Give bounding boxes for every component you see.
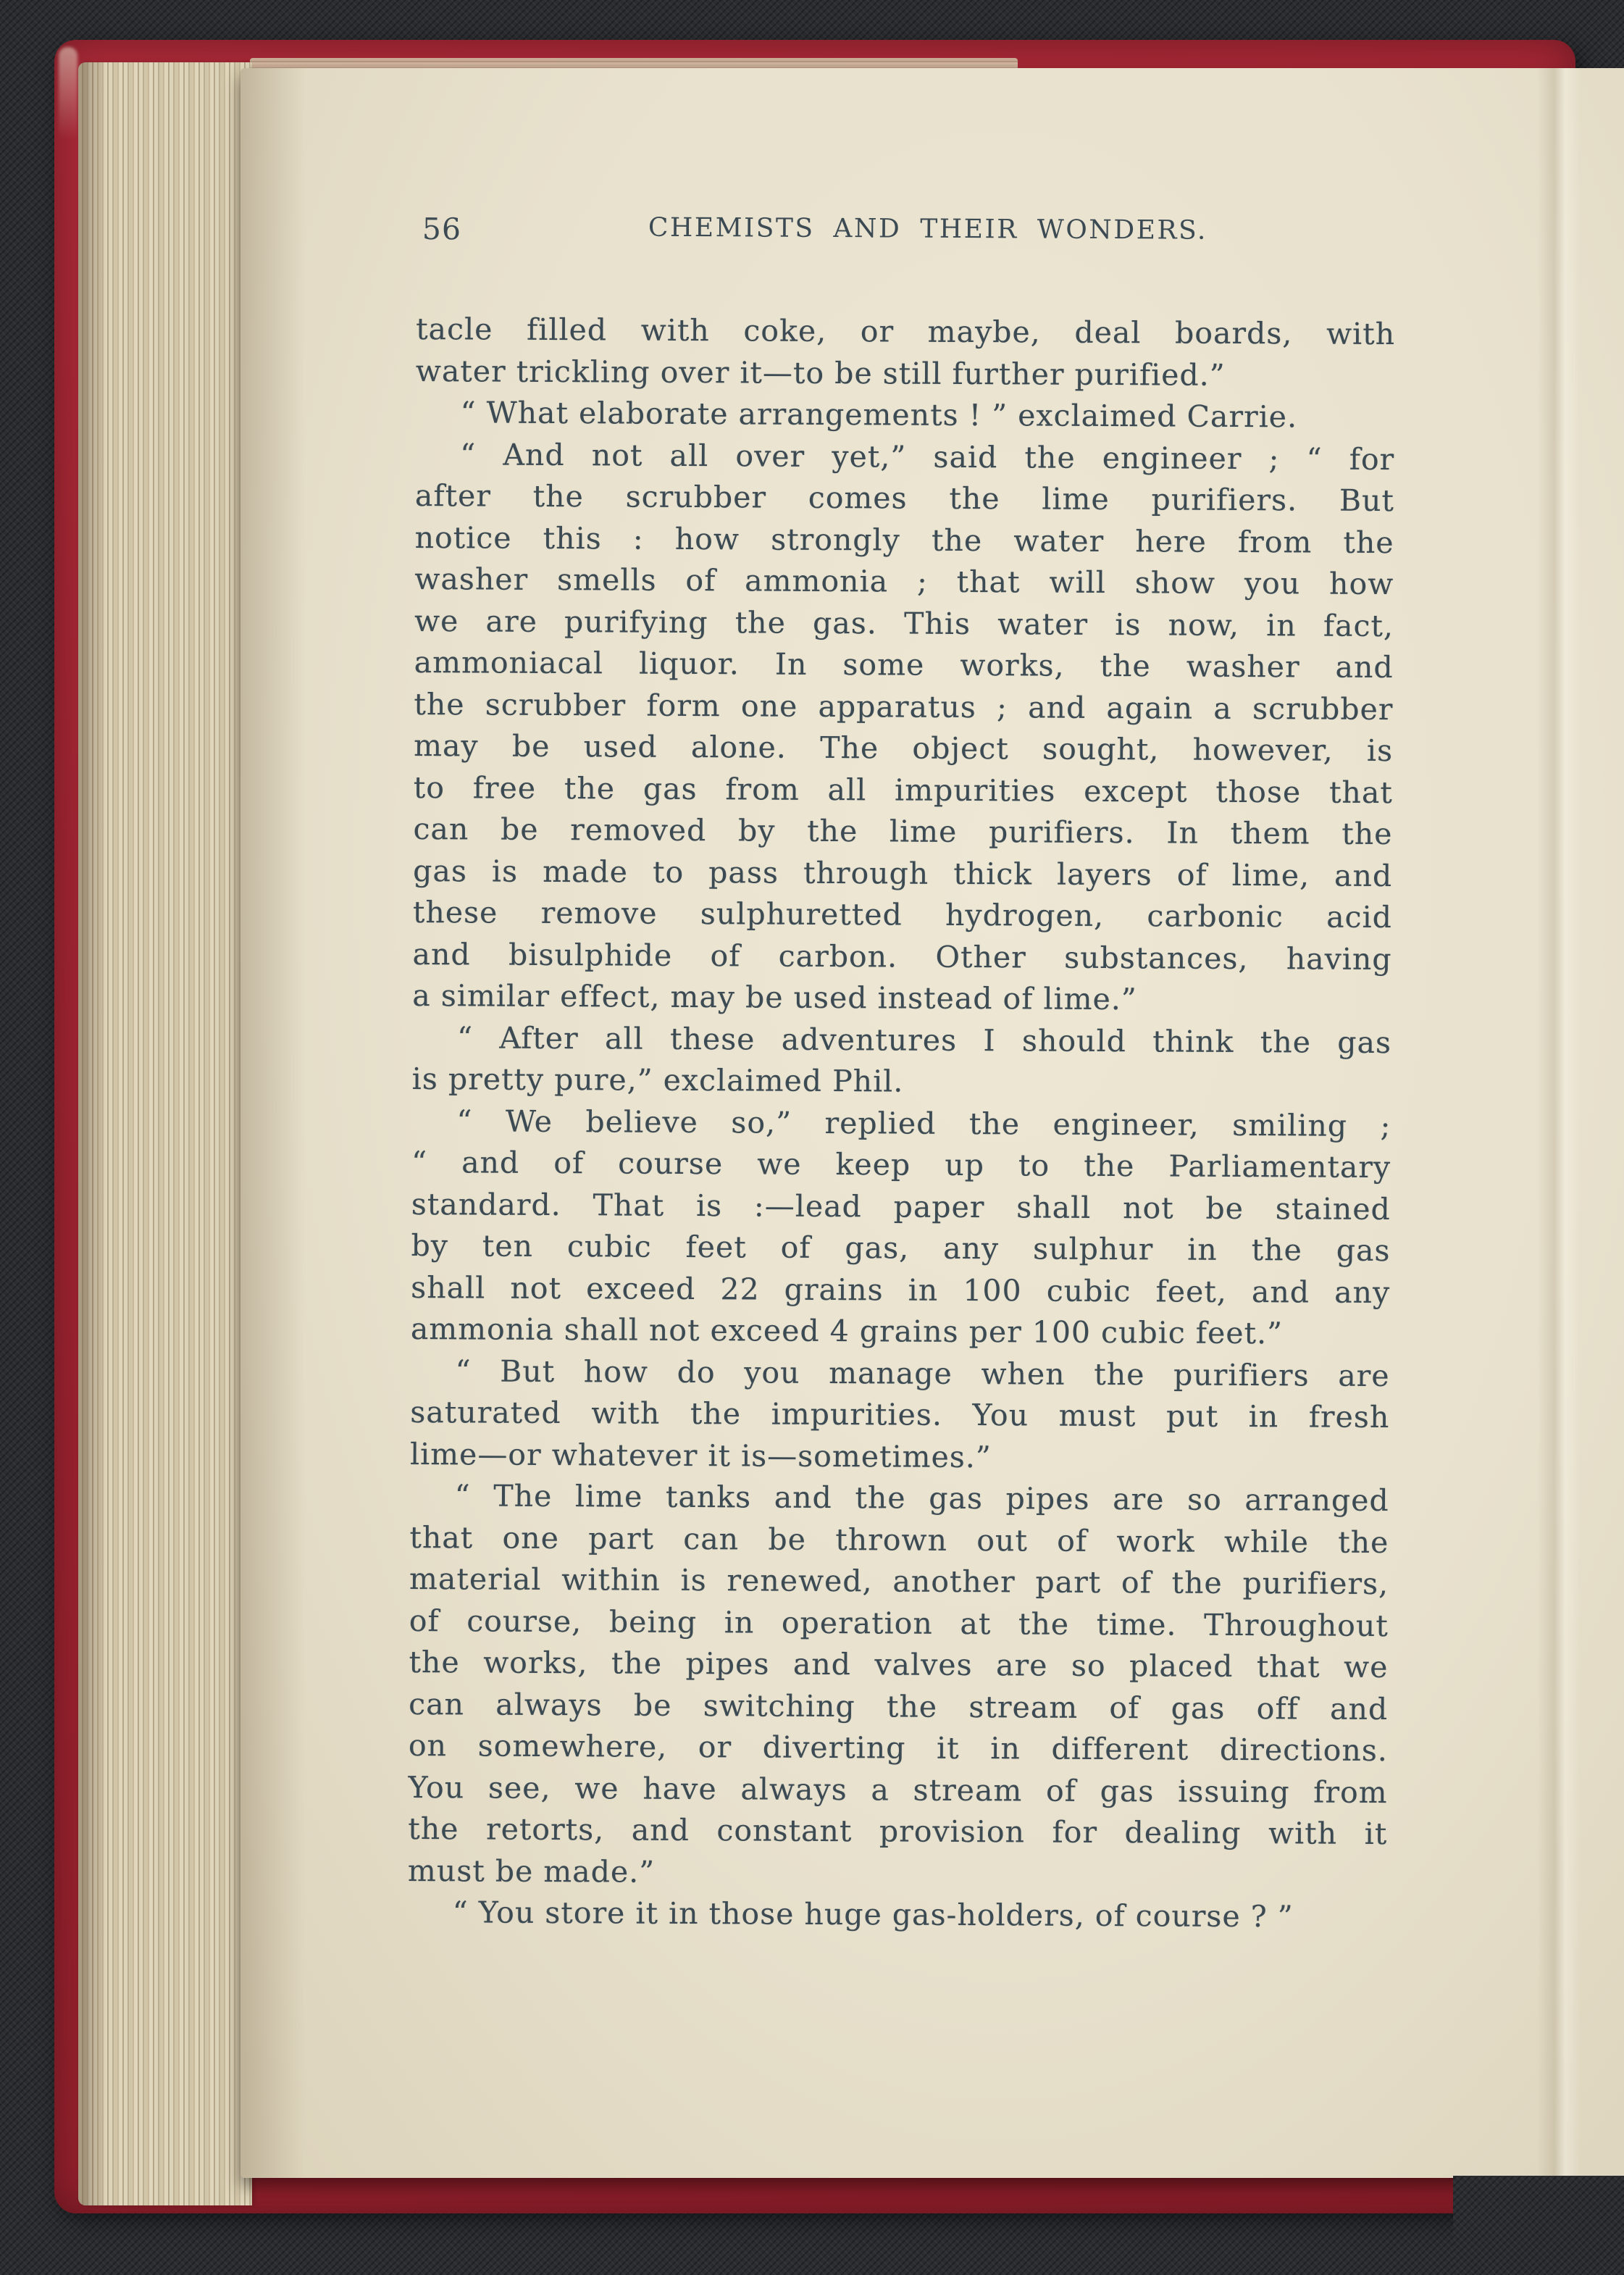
- text-line: these remove sulphuretted hydrogen, carbonic acid: [412, 894, 1393, 935]
- text-line: “ and of course we keep up to the Parliamentary: [411, 1144, 1391, 1185]
- text-line: “ You store it in those huge gas-holders, of course ? ”: [452, 1895, 1294, 1934]
- text-line: gas is made to pass through thick layers of lime, and: [413, 853, 1393, 893]
- text-line: notice this : how strongly the water here from the: [414, 519, 1394, 560]
- text-line: lime—or whatever it is—sometimes.”: [409, 1436, 992, 1474]
- page-text: [408, 309, 1396, 1939]
- text-line: may be used alone. The object sought, however, is: [414, 727, 1394, 769]
- text-line: “ The lime tanks and the gas pipes are so arranged: [454, 1478, 1389, 1519]
- page-content: [408, 212, 1396, 1939]
- background-corner: [1453, 2176, 1624, 2275]
- page-edges: [78, 62, 252, 2205]
- text-line: the retorts, and constant provision for dealing with it: [408, 1811, 1388, 1852]
- text-line: a similar effect, may be used instead of lime.”: [412, 977, 1137, 1017]
- text-line: tacle filled with coke, or maybe, deal boards, with: [416, 311, 1396, 352]
- text-line: the works, the pipes and valves are so placed that we: [409, 1644, 1389, 1685]
- running-title: CHEMISTS AND THEIR WONDERS.: [648, 212, 1207, 246]
- text-line: water trickling over it—to be still further purified.”: [415, 353, 1226, 393]
- text-line: ammonia shall not exceed 4 grains per 100 cubic feet.”: [410, 1311, 1284, 1351]
- text-line: “ What elaborate arrangements ! ” exclaimed Carrie.: [460, 395, 1298, 435]
- cover-wear-mark: [59, 47, 78, 163]
- spine-shadow: [240, 68, 306, 2178]
- text-line: that one part can be thrown out of work while the: [409, 1519, 1389, 1560]
- page-number: 56: [422, 212, 462, 247]
- page-crease: [1537, 68, 1581, 2178]
- text-line: we are purifying the gas. This water is now, in fact,: [414, 603, 1394, 643]
- text-line: after the scrubber comes the lime purifiers. But: [414, 477, 1395, 519]
- text-line: to free the gas from all impurities except those that: [413, 769, 1393, 810]
- text-line: is pretty pure,” exclaimed Phil.: [411, 1061, 904, 1099]
- text-line: “ We believe so,” replied the engineer, smiling ;: [456, 1103, 1391, 1143]
- text-line: must be made.”: [407, 1853, 656, 1890]
- text-line: washer smells of ammonia ; that will show you how: [414, 561, 1394, 602]
- text-line: ammoniacal liquor. In some works, the washer and: [414, 644, 1394, 685]
- text-line: “ But how do you manage when the purifiers are: [455, 1353, 1390, 1393]
- text-line: by ten cubic feet of gas, any sulphur in the gas: [411, 1227, 1391, 1269]
- text-line: “ And not all over yet,” said the engineer ; “ for: [460, 436, 1395, 477]
- text-line: saturated with the impurities. You must put in fresh: [410, 1394, 1390, 1435]
- text-line: and bisulphide of carbon. Other substances, having: [412, 936, 1392, 977]
- text-line: of course, being in operation at the time. Throughout: [409, 1603, 1389, 1643]
- text-line: “ After all these adventures I should think the gas: [456, 1019, 1392, 1060]
- text-line: can always be switching the stream of gas off and: [409, 1686, 1389, 1727]
- text-line: shall not exceed 22 grains in 100 cubic feet, and any: [411, 1269, 1391, 1310]
- text-line: the scrubber form one apparatus ; and again a scrubber: [414, 686, 1394, 727]
- text-line: material within is renewed, another part of the purifiers,: [409, 1561, 1389, 1602]
- text-line: standard. That is :—lead paper shall not be stained: [411, 1186, 1391, 1227]
- text-line: You see, we have always a stream of gas issuing from: [408, 1769, 1388, 1810]
- page-header: [417, 212, 1396, 254]
- text-line: can be removed by the lime purifiers. In them the: [413, 811, 1393, 852]
- text-line: on somewhere, or diverting it in different directions.: [408, 1727, 1389, 1769]
